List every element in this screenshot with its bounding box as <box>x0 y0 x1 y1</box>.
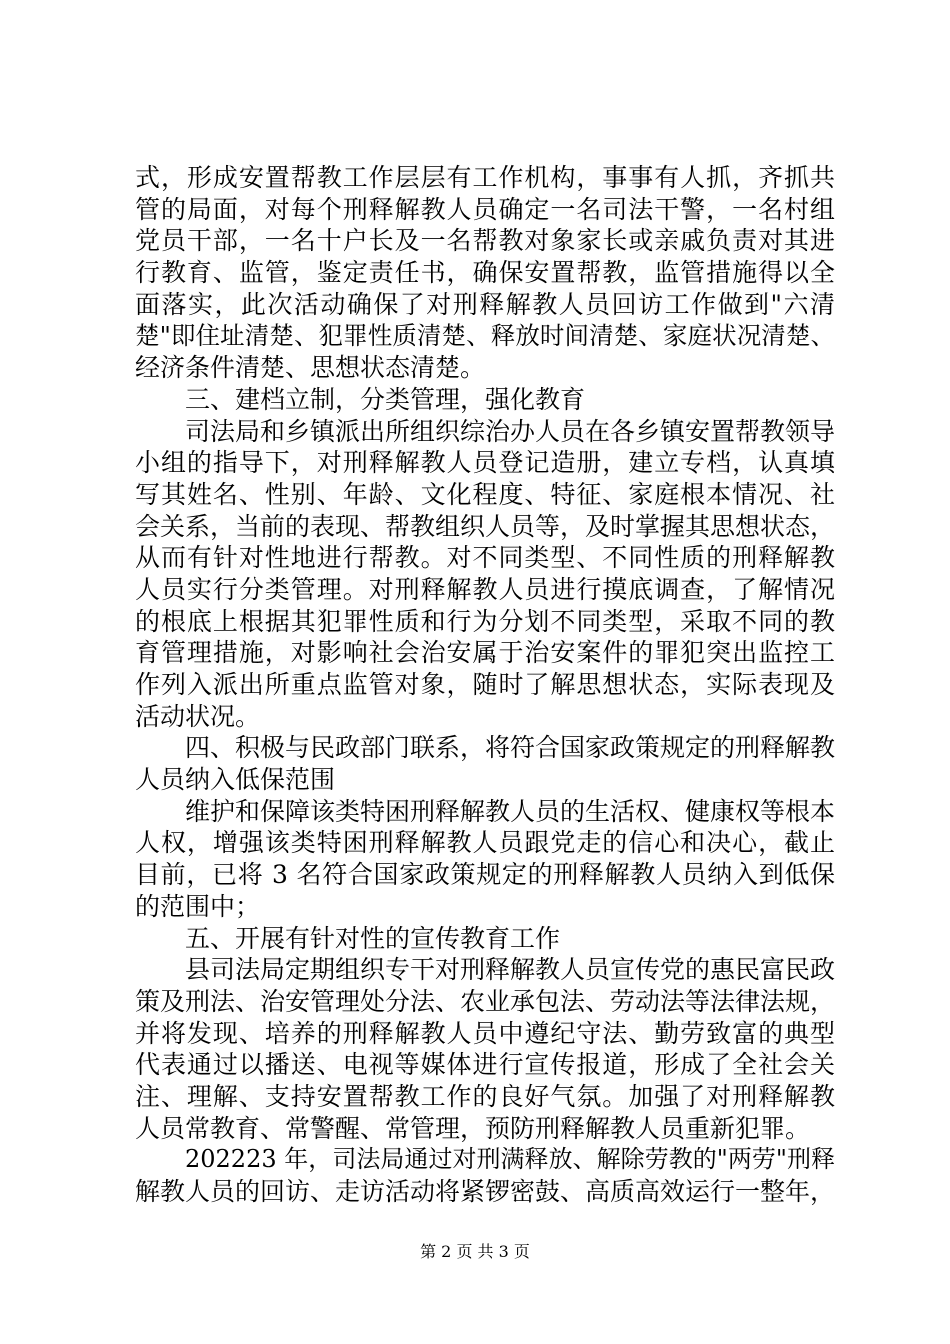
text-line: 202223 年，司法局通过对刑满释放、解除劳教的"两劳"刑释 <box>185 1145 835 1174</box>
text-line: 从而有针对性地进行帮教。对不同类型、不同性质的刑释解教 <box>135 543 835 573</box>
text-line: 式，形成安置帮教工作层层有工作机构，事事有人抓，齐抓共 <box>135 163 835 192</box>
text-line: 会关系，当前的表现、帮教组织人员等，及时掌握其思想状态， <box>135 511 836 541</box>
text-line: 的根底上根据其犯罪性质和行为分划不同类型，采取不同的教 <box>135 606 835 636</box>
text-line: 目前，已将 3 名符合国家政策规定的刑释解教人员纳入到低保 <box>135 860 835 890</box>
text-line: 活动状况。 <box>135 701 261 731</box>
section-heading: 人员纳入低保范围 <box>135 765 336 795</box>
text-line: 楚"即住址清楚、犯罪性质清楚、释放时间清楚、家庭状况清楚、 <box>135 321 835 351</box>
text-line: 策及刑法、治安管理处分法、农业承包法、劳动法等法律法规， <box>135 986 836 1016</box>
text-line: 管的局面，对每个刑释解教人员确定一名司法干警，一名村组 <box>135 194 835 224</box>
text-line: 的范围中； <box>135 891 261 921</box>
text-line: 人员实行分类管理。对刑释解教人员进行摸底调查，了解情况 <box>135 574 835 604</box>
body-text <box>135 162 835 1208</box>
text-line: 写其姓名、性别、年龄、文化程度、特征、家庭根本情况、社 <box>135 479 835 509</box>
text-line: 县司法局定期组织专干对刑释解教人员宣传党的惠民富民政 <box>185 955 836 985</box>
text-line: 行教育、监管，鉴定责任书，确保安置帮教，监管措施得以全 <box>135 258 835 288</box>
text-line: 人员常教育、常警醒、常管理，预防刑释解教人员重新犯罪。 <box>135 1113 811 1143</box>
text-line: 育管理措施，对影响社会治安属于治安案件的罪犯突出监控工 <box>135 638 835 668</box>
text-line: 党员干部，一名十户长及一名帮教对象家长或亲戚负责对其进 <box>135 226 835 256</box>
text-line: 并将发现、培养的刑释解教人员中遵纪守法、勤劳致富的典型 <box>135 1018 835 1048</box>
section-heading: 三、建档立制，分类管理，强化教育 <box>185 384 586 414</box>
text-line: 面落实，此次活动确保了对刑释解教人员回访工作做到"六清 <box>135 289 835 319</box>
text-line: 作列入派出所重点监管对象，随时了解思想状态，实际表现及 <box>135 670 835 699</box>
text-line: 人权，增强该类特困刑释解教人员跟党走的信心和决心，截止 <box>135 828 835 858</box>
text-line: 注、理解、支持安置帮教工作的良好气氛。加强了对刑释解教 <box>135 1081 835 1111</box>
text-line: 司法局和乡镇派出所组织综治办人员在各乡镇安置帮教领导 <box>185 416 836 446</box>
page-number-footer: 第 2 页 共 3 页 <box>420 1242 530 1261</box>
section-heading: 五、开展有针对性的宣传教育工作 <box>185 923 561 953</box>
text-line: 维护和保障该类特困刑释解教人员的生活权、健康权等根本 <box>185 796 836 826</box>
text-line: 解教人员的回访、走访活动将紧锣密鼓、高质高效运行一整年， <box>135 1177 836 1206</box>
text-line: 小组的指导下，对刑释解教人员登记造册，建立专档，认真填 <box>135 448 835 478</box>
text-line: 经济条件清楚、思想状态清楚。 <box>135 353 486 383</box>
section-heading: 四、积极与民政部门联系，将符合国家政策规定的刑释解教 <box>185 733 836 763</box>
text-line: 代表通过以播送、电视等媒体进行宣传报道，形成了全社会关 <box>135 1050 835 1080</box>
